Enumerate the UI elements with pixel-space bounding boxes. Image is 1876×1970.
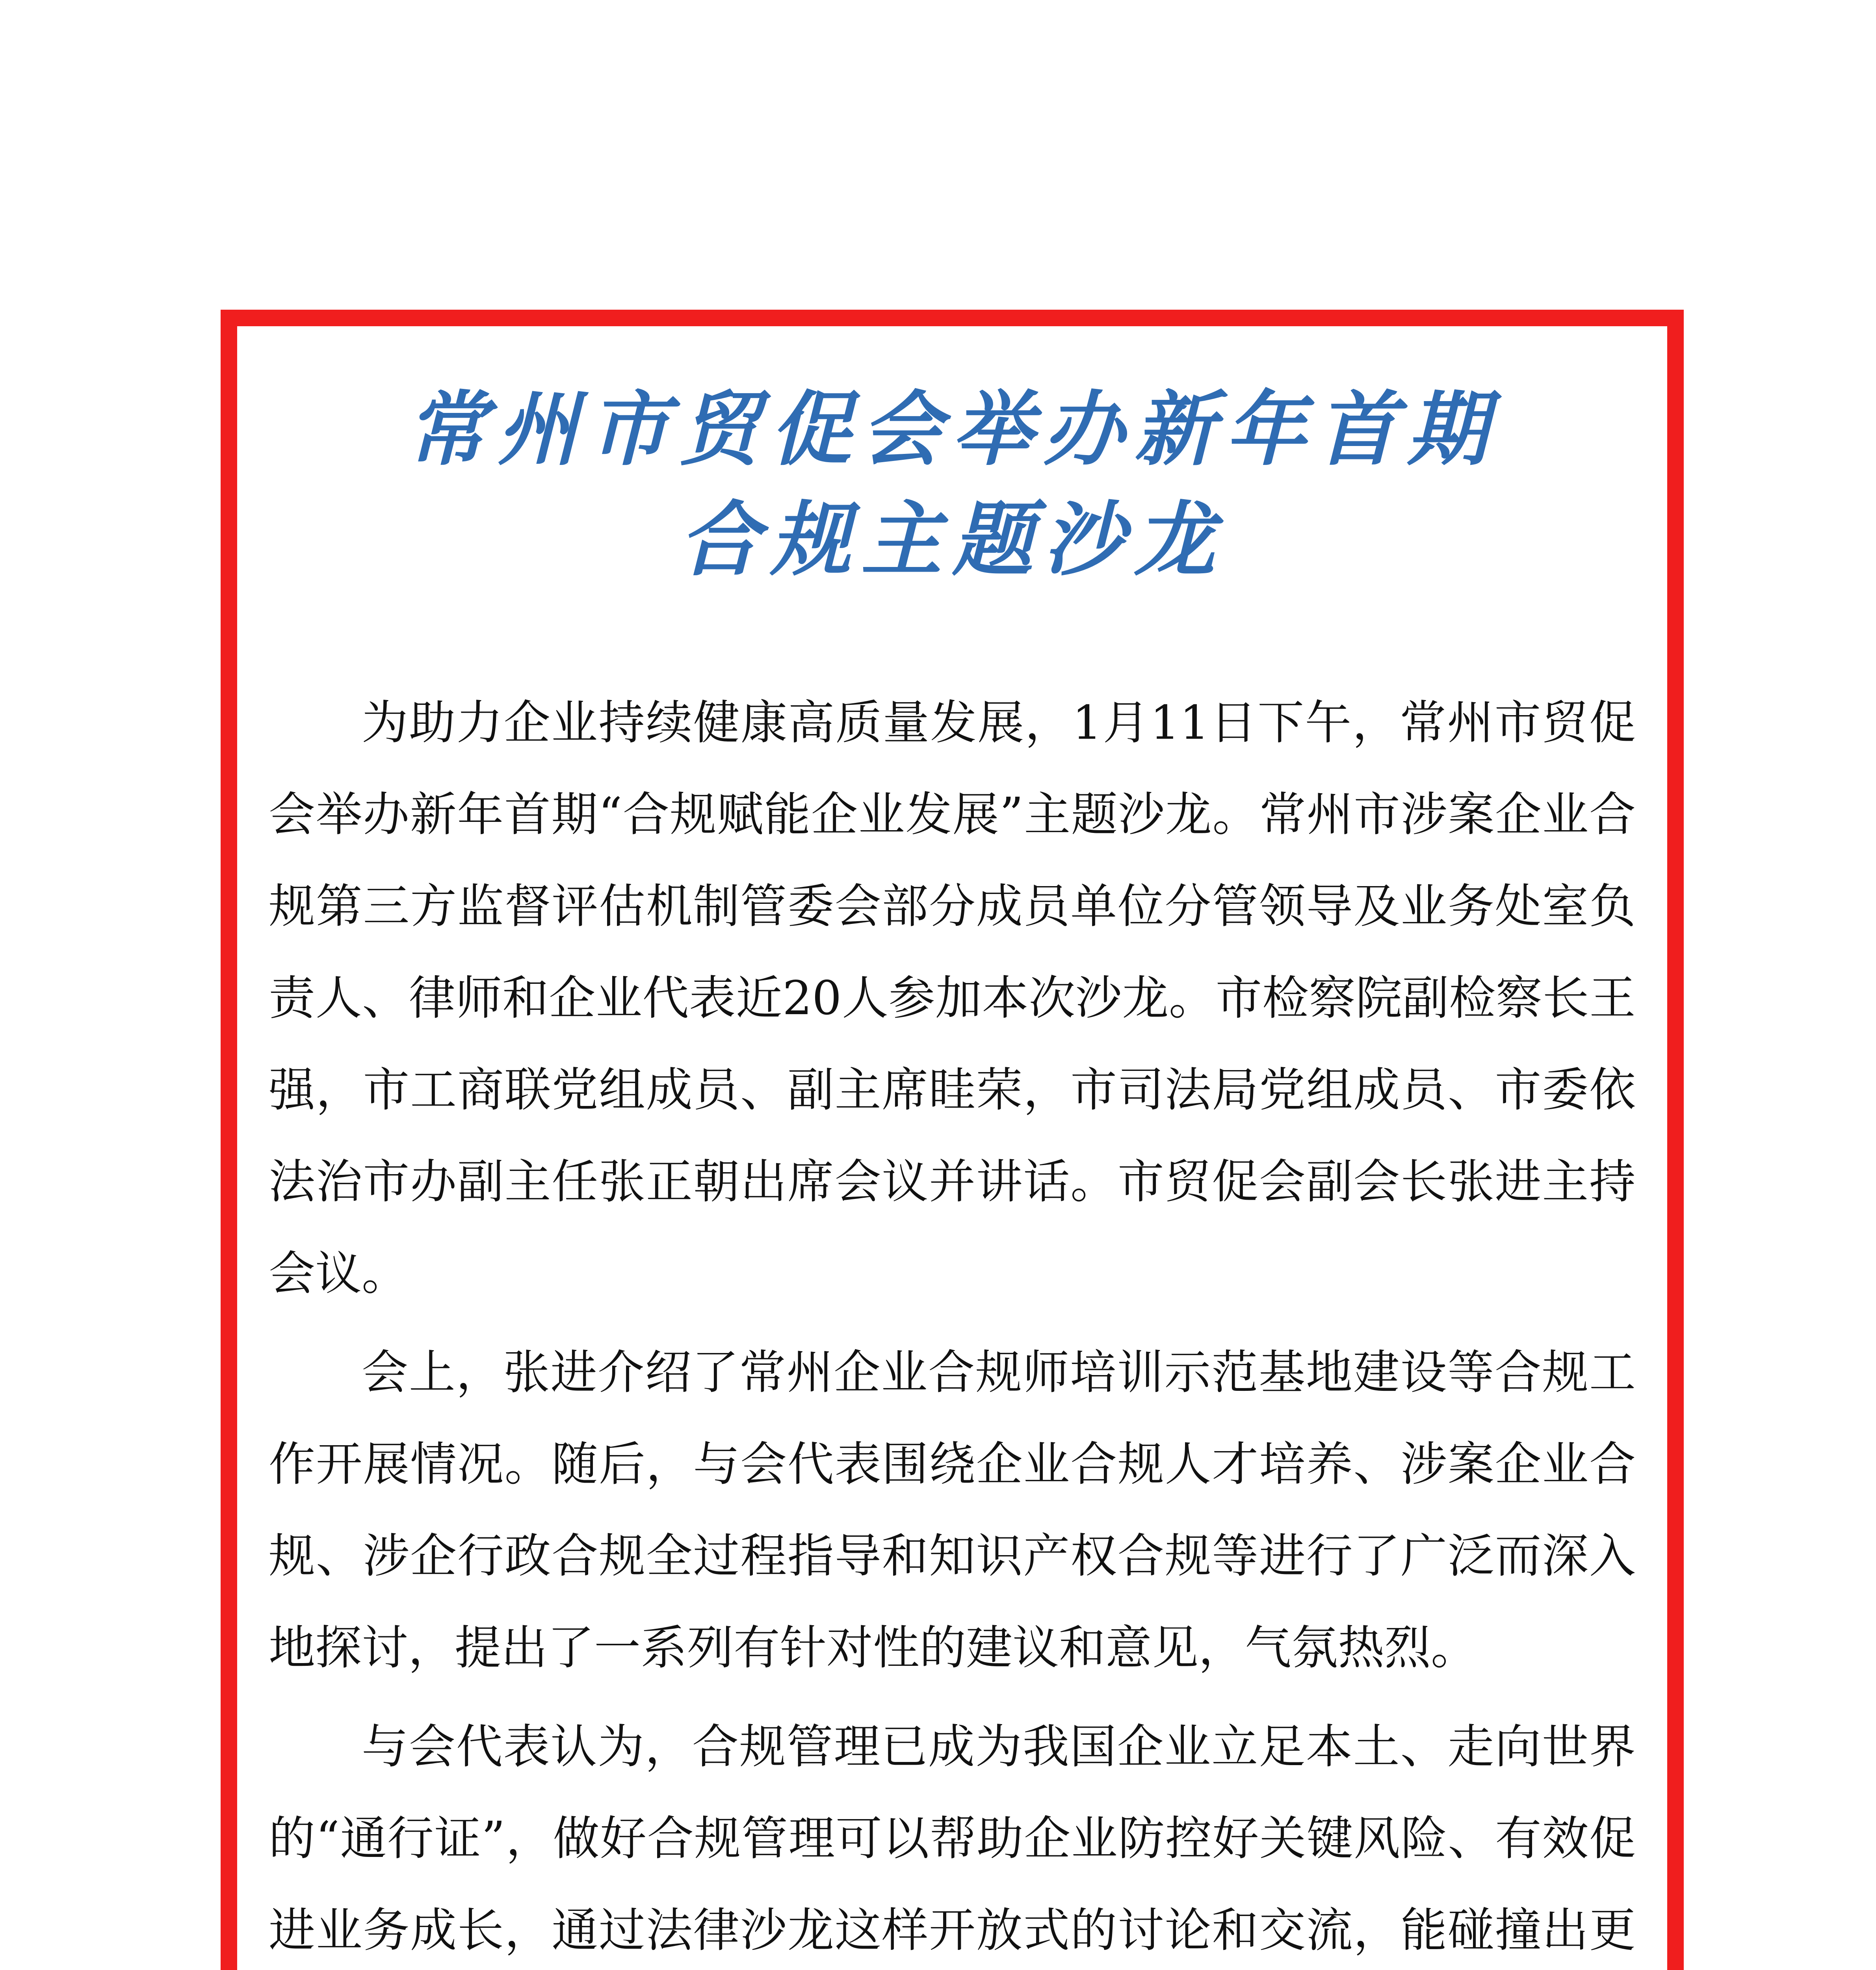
- article-title-line-2: 合规主题沙龙: [679, 492, 1225, 587]
- paragraph-1: 为助力企业持续健康高质量发展，1月11日下午，常州市贸促会举办新年首期“合规赋能企业发展”主题沙龙。常州市涉案企业合规第三方监督评估机制管委会部分成员单位分管领导及业务处室负责人、律师和企业代表近20人参加本次沙龙。市检察院副检察长王强，市工商联党组成员、副主席眭荣，市司法局党组成员、市委依法治市办副主任张正朝出席会议并讲话。市贸促会副会长张进主持会议。: [269, 695, 1636, 1301]
- paragraph-3: 与会代表认为，合规管理已成为我国企业立足本土、走向世界的“通行证”，做好合规管理可以帮助企业防控好关键风险、有效促进业务成长，通过法律沙龙这样开放式的讨论和交流，能碰撞出更: [269, 1719, 1636, 1957]
- paragraph-2: 会上，张进介绍了常州企业合规师培训示范基地建设等合规工作开展情况。随后，与会代表围绕企业合规人才培养、涉案企业合规、涉企行政合规全过程指导和知识产权合规等进行了广泛而深入地探讨，提出了一系列有针对性的建议和意见，气氛热烈。: [269, 1345, 1636, 1675]
- article-title-line-1: 常州市贸促会举办新年首期: [406, 382, 1498, 477]
- article-body: [269, 677, 1636, 1970]
- page-frame: [221, 310, 1684, 1970]
